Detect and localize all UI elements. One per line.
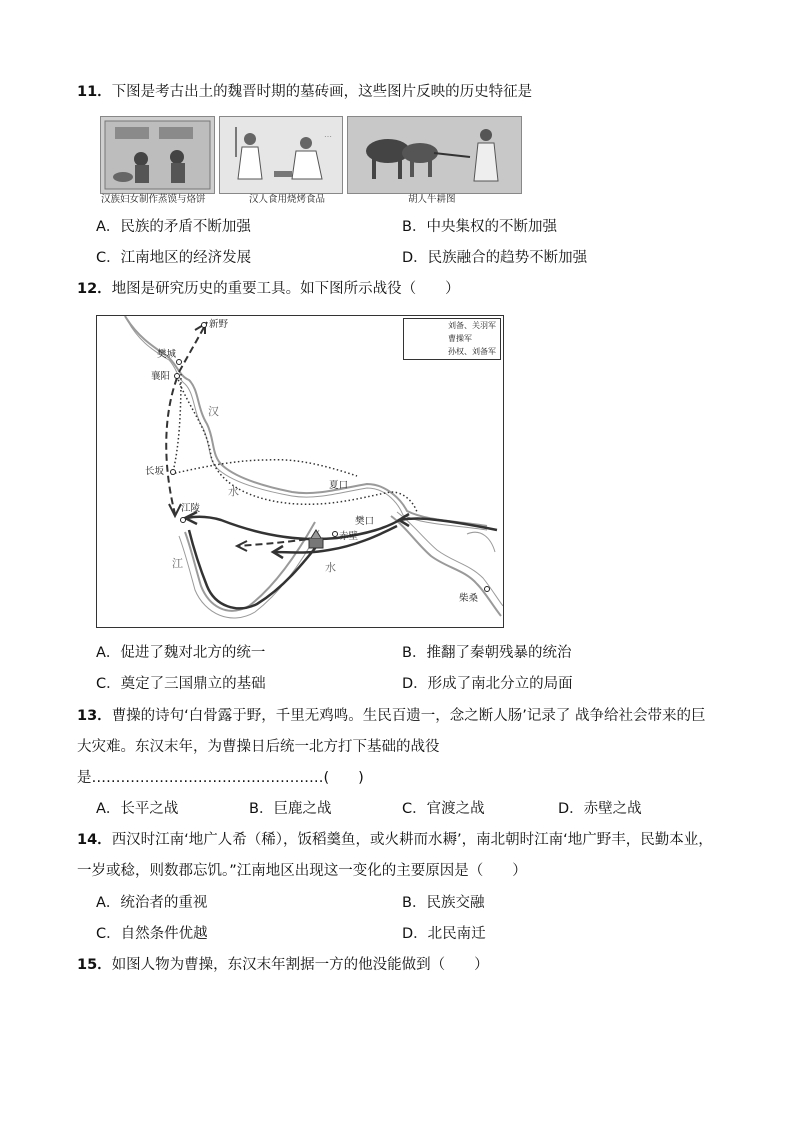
changban-marker — [171, 470, 176, 475]
q13-stem-line-1 — [77, 706, 706, 726]
tomb-painting-3 — [347, 116, 522, 194]
label-changban: 长坂 — [145, 466, 165, 477]
q13-stem-line-2: 大灾难。东汉末年，为曹操日后统一北方打下基础的战役 — [77, 739, 440, 755]
q13-option-d[interactable]: D．赤壁之战 — [558, 801, 642, 817]
river-label-shui-1: 水 — [228, 485, 239, 498]
label-jiangling: 江陵 — [181, 503, 201, 514]
q13-stem-line-3: 是…………………………………………( ) — [77, 770, 364, 786]
q14-stem-line-2: 一岁或稔，则数郡忘饥。”江南地区出现这一变化的主要原因是（ ） — [77, 863, 527, 879]
river-label-shui-2: 水 — [325, 561, 336, 574]
q14-option-d[interactable]: D．北民南迁 — [402, 926, 486, 942]
q13-number: 13． — [77, 708, 112, 724]
tomb-painting-1-illustration — [101, 117, 214, 193]
tomb-painting-3-caption: 胡人牛耕图 — [408, 194, 456, 205]
battle-map — [96, 315, 504, 628]
q11-number: 11． — [77, 84, 112, 100]
xinye-marker — [202, 323, 207, 328]
fancheng-marker — [177, 360, 182, 365]
q12-number: 12． — [77, 281, 112, 297]
tomb-painting-2-caption: 汉人食用烧烤食品 — [249, 194, 326, 205]
tomb-painting-1 — [100, 116, 215, 194]
q12-option-a[interactable]: A．促进了魏对北方的统一 — [96, 645, 266, 661]
label-chibi: 赤壁 — [339, 531, 359, 542]
cao-route-south — [166, 378, 177, 514]
q11-stem: 下图是考古出土的魏晋时期的墓砖画，这些图片反映的历史特征是 — [111, 84, 533, 100]
q12-stem-line — [77, 279, 460, 299]
legend-cao: 曹操军 — [448, 334, 472, 343]
q11-option-b[interactable]: B．中央集权的不断加强 — [402, 219, 557, 235]
q12-option-d[interactable]: D．形成了南北分立的局面 — [402, 676, 573, 692]
label-fankou: 樊口 — [355, 516, 375, 527]
q14-number: 14． — [77, 832, 112, 848]
legend-sun-liu: 孙权、刘备军 — [448, 347, 496, 356]
q11-stem-line — [77, 82, 532, 102]
label-xinye: 新野 — [209, 319, 229, 330]
label-xiakou: 夏口 — [329, 480, 349, 491]
q13-stem-1: 曹操的诗句‘白骨露于野，千里无鸡鸣。生民百遗一，念之断人肠’记录了 战争给社会带来的巨 — [111, 708, 706, 724]
label-fancheng: 樊城 — [157, 349, 177, 360]
q14-stem-line-1 — [77, 830, 713, 850]
tomb-painting-2-illustration — [220, 117, 342, 193]
river-label-han: 汉 — [208, 405, 219, 418]
q13-option-c[interactable]: C．官渡之战 — [402, 801, 485, 817]
label-chaisang: 柴桑 — [459, 593, 479, 604]
q13-option-b[interactable]: B．巨鹿之战 — [249, 801, 332, 817]
cao-route-north — [179, 322, 207, 372]
q11-option-a[interactable]: A．民族的矛盾不断加强 — [96, 219, 251, 235]
q12-option-c[interactable]: C．奠定了三国鼎立的基础 — [96, 676, 266, 692]
liu-guan-route-land — [171, 460, 357, 476]
xiangyang-marker — [175, 374, 180, 379]
battle-icon — [309, 538, 323, 548]
q15-stem-line — [77, 955, 489, 975]
sun-liu-route-east — [399, 519, 497, 531]
legend-liu-guan: 刘备、关羽军 — [448, 321, 496, 330]
q14-option-a[interactable]: A．统治者的重视 — [96, 895, 208, 911]
tomb-painting-2 — [219, 116, 343, 194]
chibi-marker — [333, 532, 338, 537]
q14-stem-1: 西汉时江南‘地广人希（稀），饭稻羹鱼，或火耕而水耨’，南北朝时江南‘地广野丰，民勤本业， — [111, 832, 713, 848]
tomb-painting-1-caption: 汉族妇女制作蒸馍与烙饼 — [101, 194, 206, 205]
label-xiangyang: 襄阳 — [151, 371, 171, 382]
q13-option-a[interactable]: A．长平之战 — [96, 801, 179, 817]
yangtze-east-outline — [391, 516, 501, 616]
q11-option-c[interactable]: C．江南地区的经济发展 — [96, 250, 252, 266]
q15-stem: 如图人物为曹操，东汉末年割据一方的他没能做到（ ） — [111, 957, 489, 973]
river-label-jiang: 江 — [172, 557, 183, 570]
q14-option-c[interactable]: C．自然条件优越 — [96, 926, 208, 942]
yangtze-west-outline — [185, 522, 315, 611]
q14-option-b[interactable]: B．民族交融 — [402, 895, 485, 911]
q12-stem: 地图是研究历史的重要工具。如下图所示战役（ ） — [111, 281, 460, 297]
chaisang-marker — [485, 587, 490, 592]
q12-option-b[interactable]: B．推翻了秦朝残暴的统治 — [402, 645, 572, 661]
q11-option-d[interactable]: D．民族融合的趋势不断加强 — [402, 250, 588, 266]
q15-number: 15． — [77, 957, 112, 973]
svg-text:…: … — [324, 130, 332, 139]
map-legend — [403, 318, 501, 360]
jiangling-marker — [181, 518, 186, 523]
tomb-painting-3-illustration — [348, 117, 521, 193]
